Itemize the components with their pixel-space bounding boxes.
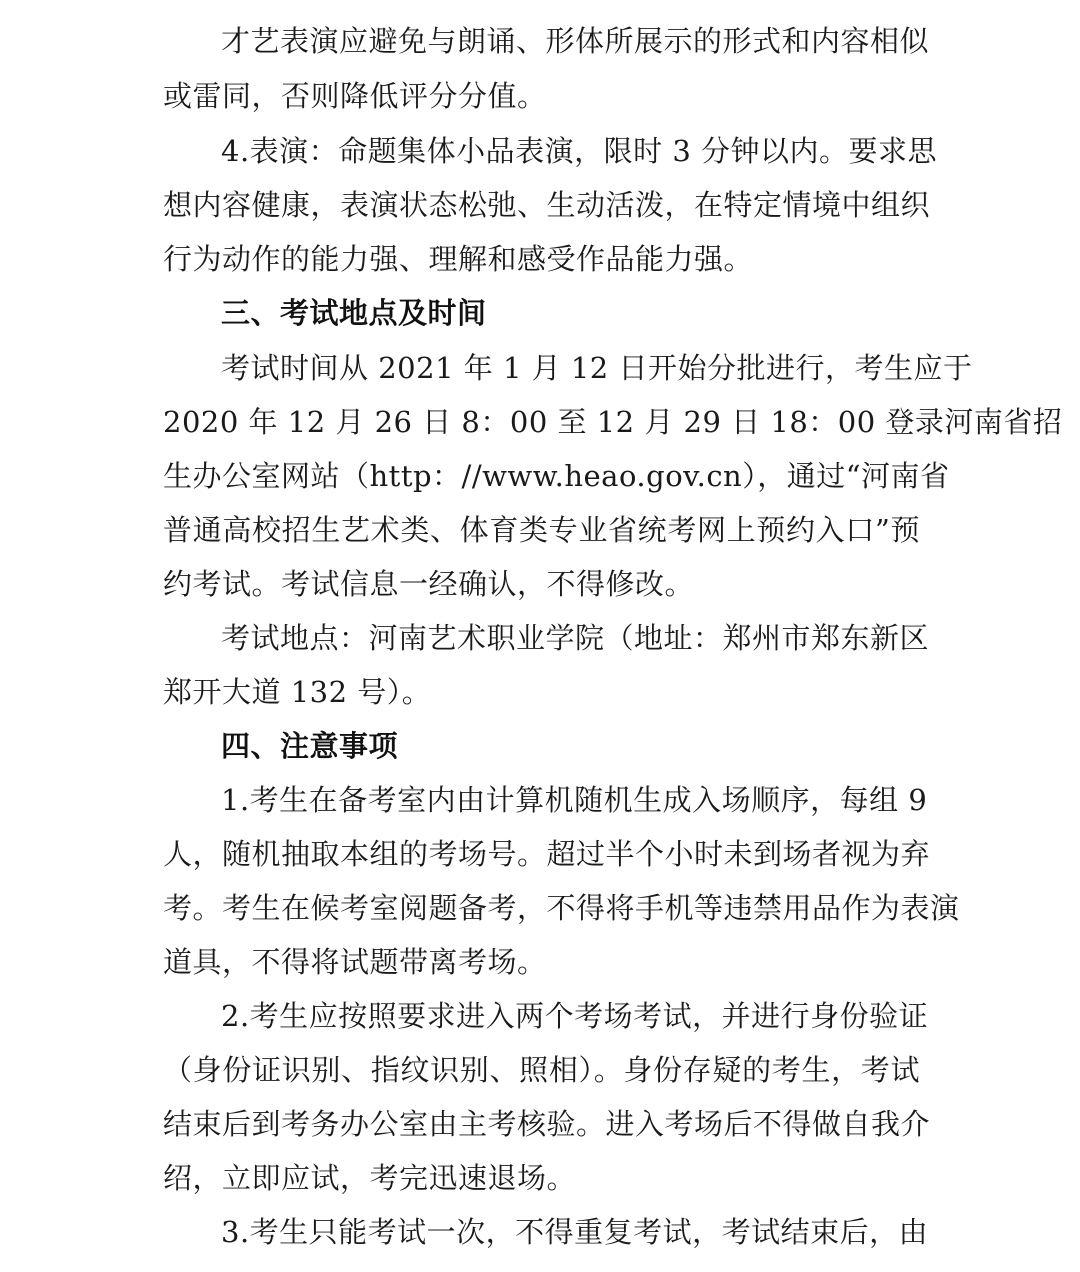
text-line: 3.考生只能考试一次，不得重复考试，考试结束后，由 <box>221 1215 929 1249</box>
text-line: 道具，不得将试题带离考场。 <box>163 945 547 979</box>
text-line: 或雷同，否则降低评分分值。 <box>163 79 547 113</box>
text-line: 4.表演：命题集体小品表演，限时 3 分钟以内。要求思 <box>221 134 938 168</box>
text-line: 才艺表演应避免与朗诵、形体所展示的形式和内容相似 <box>221 24 930 58</box>
text-line: 2020 年 12 月 26 日 8：00 至 12 月 29 日 18：00 登录河南省招 <box>163 405 1063 439</box>
text-line: 人，随机抽取本组的考场号。超过半个小时未到场者视为弃 <box>163 837 931 871</box>
text-line: 行为动作的能力强、理解和感受作品能力强。 <box>163 242 754 276</box>
text-line: 1.考生在备考室内由计算机随机生成入场顺序，每组 9 <box>221 783 928 817</box>
text-line: 2.考生应按照要求进入两个考场考试，并进行身份验证 <box>221 999 929 1033</box>
text-line: 考试地点：河南艺术职业学院（地址：郑州市郑东新区 <box>221 621 930 655</box>
text-line: 考试时间从 2021 年 1 月 12 日开始分批进行，考生应于 <box>221 351 973 385</box>
text-line: 结束后到考务办公室由主考核验。进入考场后不得做自我介 <box>163 1107 931 1141</box>
text-line: 考。考生在候考室阅题备考，不得将手机等违禁用品作为表演 <box>163 891 960 925</box>
text-line: 生办公室网站（http：//www.heao.gov.cn），通过“河南省 <box>163 459 950 493</box>
text-line: 普通高校招生艺术类、体育类专业省统考网上预约入口”预 <box>163 513 920 547</box>
text-line: 郑开大道 132 号）。 <box>163 675 432 709</box>
section-heading: 四、注意事项 <box>221 729 399 763</box>
text-line: 约考试。考试信息一经确认，不得修改。 <box>163 567 695 601</box>
text-line: （身份证识别、指纹识别、照相）。身份存疑的考生，考试 <box>163 1053 920 1087</box>
text-line: 绍，立即应试，考完迅速退场。 <box>163 1161 577 1195</box>
text-line: 想内容健康，表演状态松弛、生动活泼，在特定情境中组织 <box>163 188 931 222</box>
section-heading: 三、考试地点及时间 <box>221 296 487 330</box>
